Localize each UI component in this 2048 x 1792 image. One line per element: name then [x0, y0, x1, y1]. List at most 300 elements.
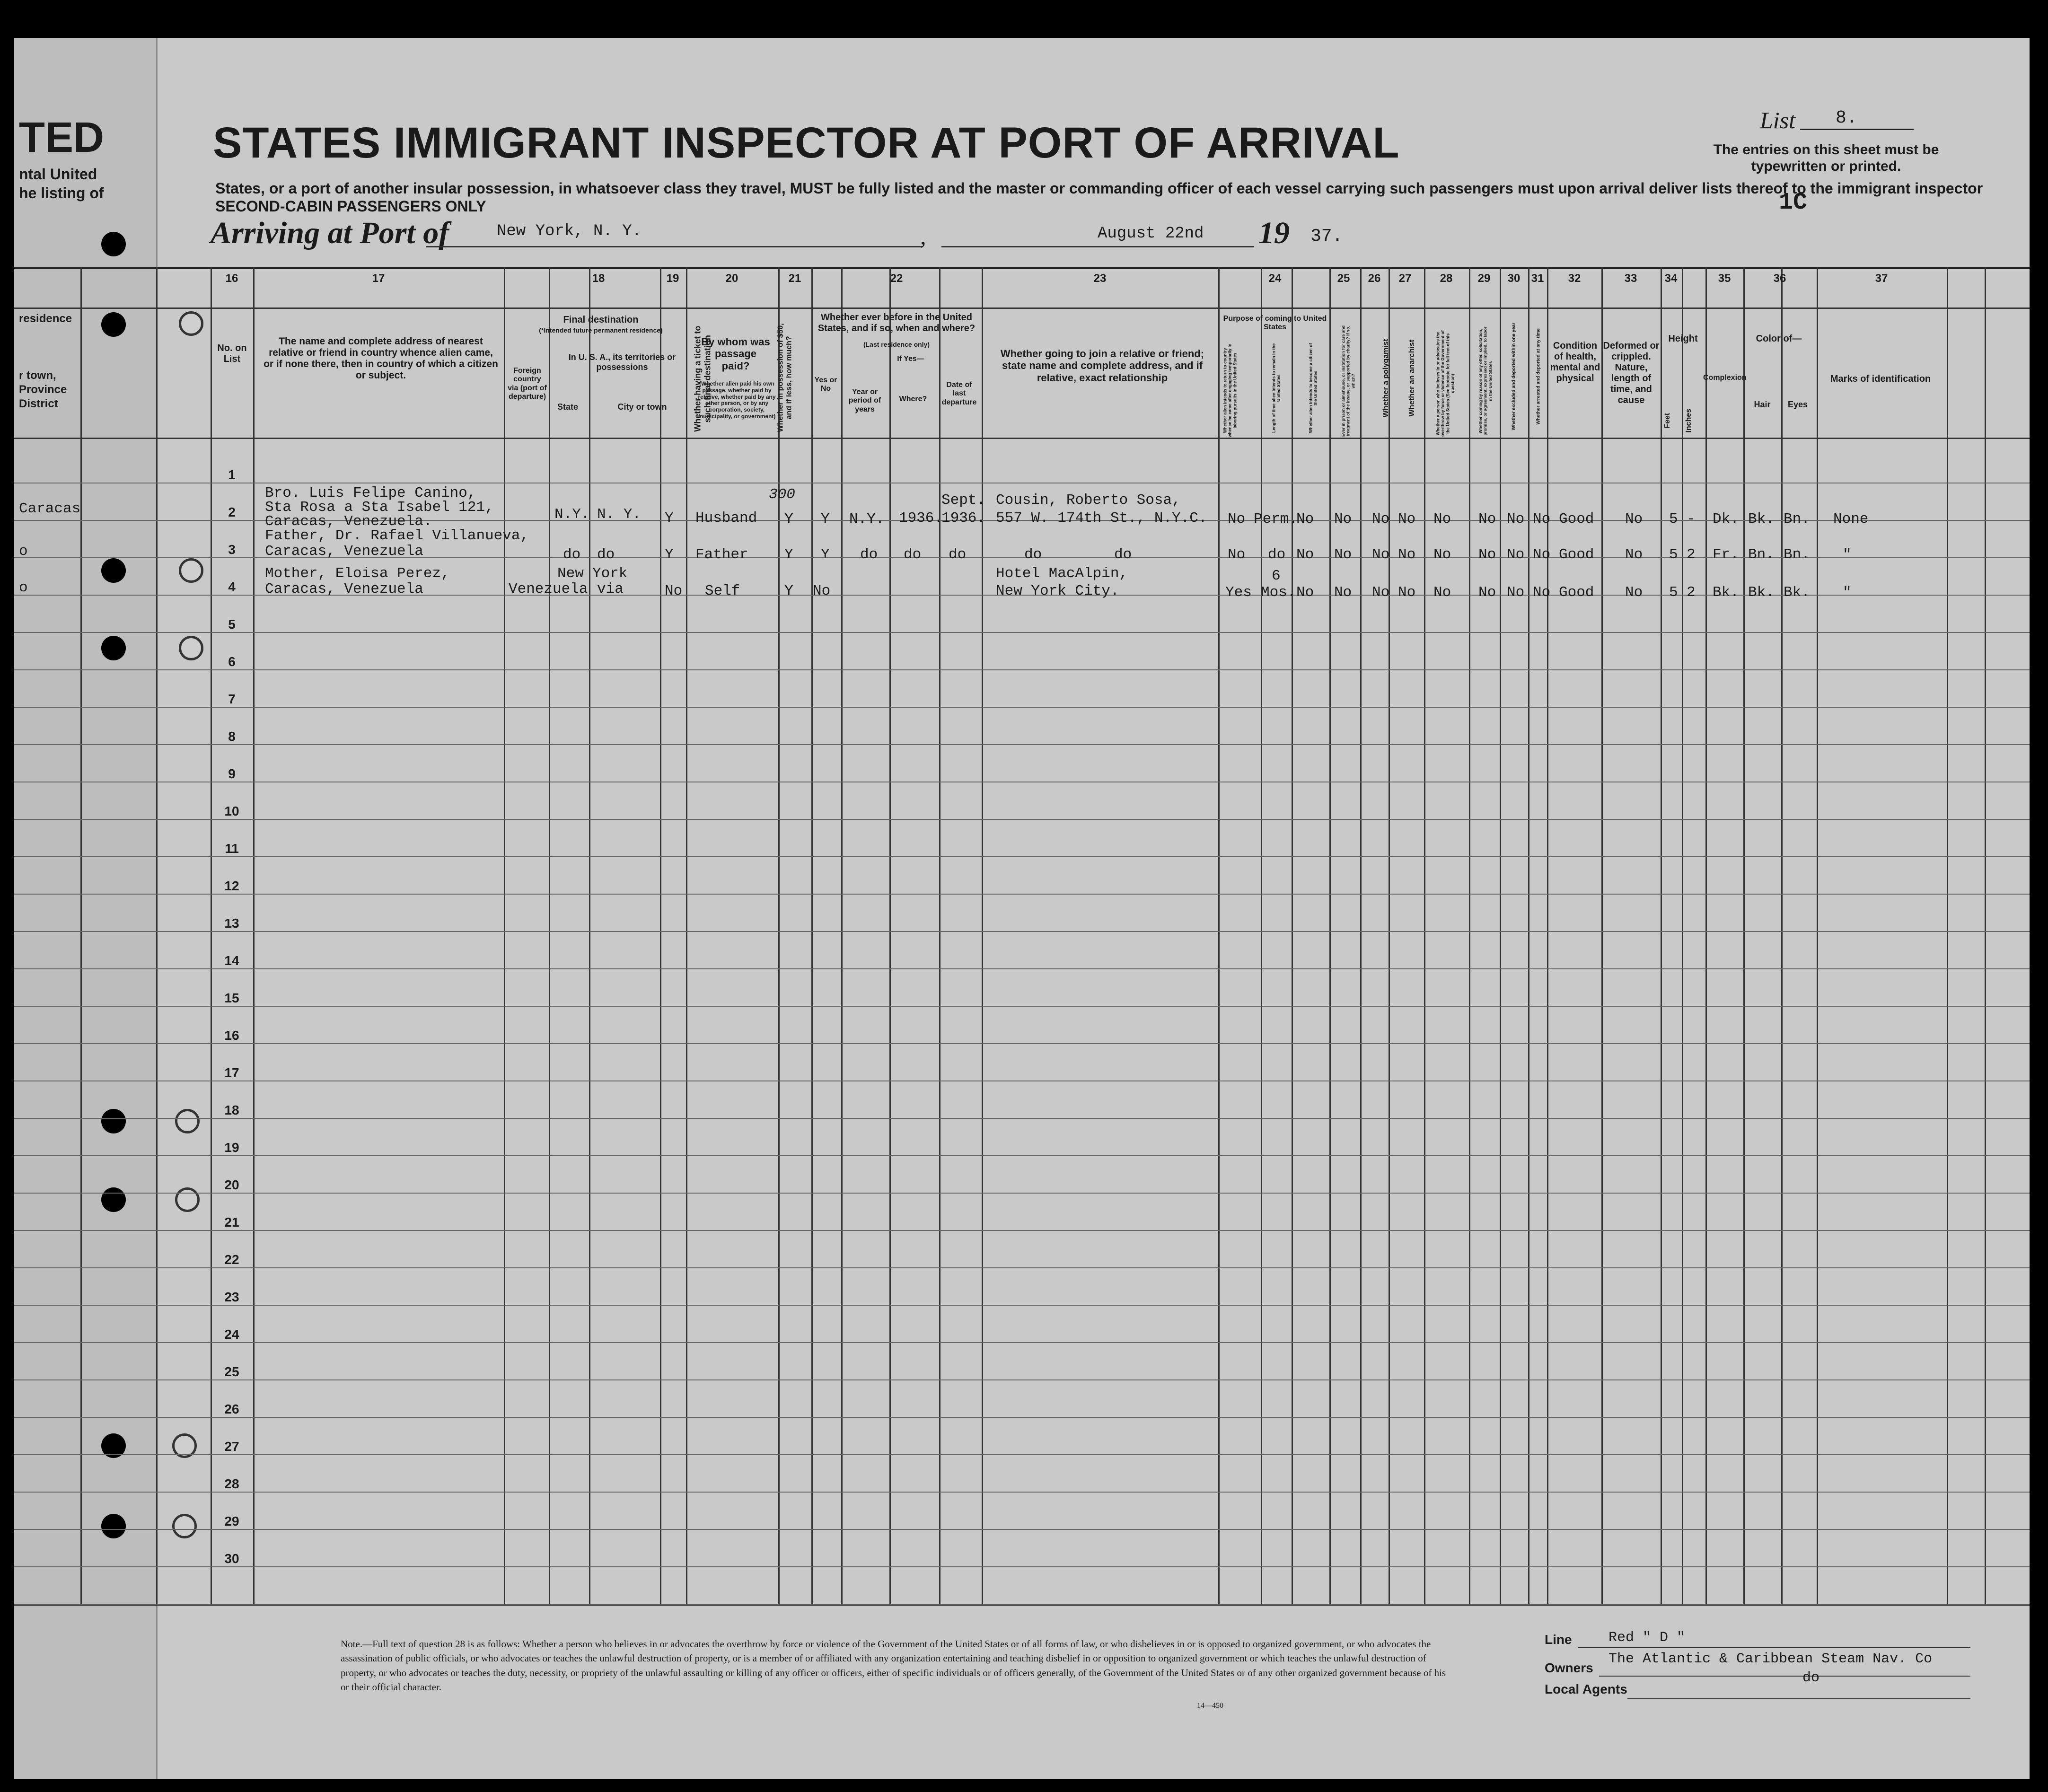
- row2-deformed: No: [1625, 511, 1643, 527]
- header-overthrow: Whether a person who believes in or advocates the overthrow by force or violence of the Government of the United States (See footnote for full text of this question): [1435, 330, 1455, 437]
- row2-relative-line3: Caracas, Venezuela.: [265, 513, 432, 530]
- row-number: 22: [224, 1252, 239, 1267]
- row2-relative-line2: Sta Rosa a Sta Isabel 121,: [265, 499, 494, 516]
- row-line: [14, 632, 2030, 633]
- column-divider: [778, 267, 780, 1604]
- row3-city: do: [597, 546, 615, 563]
- row-number: 7: [228, 692, 236, 706]
- column-divider: [982, 267, 983, 1604]
- column-divider: [549, 267, 550, 1604]
- row-line: [14, 1454, 2030, 1455]
- row-number: 8: [228, 729, 236, 744]
- line-value: Red " D ": [1609, 1630, 1686, 1646]
- header-ticket: Whether having a ticket to such final destination: [693, 325, 712, 432]
- column-number: 25: [1337, 272, 1350, 285]
- left-fragment-o2: o: [19, 580, 28, 596]
- column-divider: [156, 267, 158, 1604]
- row4-join-line2: New York City.: [996, 583, 1119, 599]
- row-number: 16: [224, 1028, 239, 1043]
- row4-complexion: Bk.: [1713, 584, 1739, 601]
- line-underline: [1578, 1647, 1970, 1648]
- left-fragment-line2: he listing of: [19, 184, 104, 202]
- header-intends-citizen: Whether alien intends to become a citizen of the United States: [1308, 343, 1318, 433]
- row-number: 29: [224, 1514, 239, 1528]
- row-number: 10: [224, 804, 239, 818]
- row4-q31: No: [1533, 584, 1551, 601]
- column-divider: [1947, 267, 1948, 1604]
- row3-state: do: [563, 546, 581, 563]
- row4-health: Good: [1559, 584, 1594, 601]
- column-divider: [80, 267, 82, 1604]
- binder-hole: [101, 558, 126, 583]
- binder-hole: [101, 232, 126, 256]
- binder-hole-ring: [179, 311, 203, 336]
- row-line: [14, 744, 2030, 745]
- row4-q30: No: [1507, 584, 1525, 601]
- binder-hole: [101, 1187, 126, 1212]
- header-yes-or-no: Yes or No: [814, 376, 837, 393]
- header-length-of-stay: Length of time alien intends to remain in the United States: [1271, 343, 1281, 433]
- row-number: 1: [228, 467, 236, 482]
- header-state: State: [557, 402, 578, 412]
- column-divider: [841, 267, 843, 1604]
- row2-money-note: 300: [769, 486, 795, 503]
- row3-hair: Bn.: [1748, 546, 1775, 563]
- row4-marks: ": [1843, 584, 1852, 601]
- row-line: [14, 1193, 2030, 1194]
- row4-foreign-country: Venezuela: [509, 581, 588, 597]
- row4-q29: No: [1478, 584, 1496, 601]
- row-line: [14, 856, 2030, 857]
- header-fifty-dollars: Whether in possession of $50, and if less, how much?: [776, 323, 793, 432]
- column-number: 23: [1093, 272, 1107, 285]
- row2-yes-no: Y: [821, 511, 830, 527]
- row-number: 21: [224, 1215, 239, 1230]
- column-number: 36: [1773, 272, 1786, 285]
- owners-value: The Atlantic & Caribbean Steam Nav. Co: [1609, 1651, 1933, 1667]
- left-fragment-district: District: [19, 397, 58, 410]
- footnote: Note.—Full text of question 28 is as follows: Whether a person who believes in or advocates the overthrow by force or violence of the Government of the United States or of all forms of law, or who disbelieves in or is opposed to organized government, or who advocates the assassination of public officials, or who advocates or teaches the unlawful destruction of property, or is a member of or affiliated with any organization entertaining and teaching disbelief in or opposition to organized government or which teaches the unlawful destruction of property, or who advocates or teaches the duty, necessity, or propriety of the unlawful assaulting or killing of any officer or officers, either of specific individuals or of officers generally, of the Government of the United States or of any other organized government because of his or their official character.: [341, 1638, 1446, 1693]
- row4-q25: No: [1334, 584, 1352, 601]
- header-health: Condition of health, mental and physical: [1550, 341, 1600, 384]
- column-divider: [1329, 267, 1331, 1604]
- row-line: [14, 1080, 2030, 1081]
- column-divider: [1661, 267, 1662, 1604]
- row2-feet: 5: [1669, 511, 1678, 527]
- column-number: 16: [225, 272, 238, 285]
- header-row-border: [14, 307, 2030, 309]
- row4-length-line2: Mos.: [1261, 584, 1296, 601]
- row3-q26: No: [1372, 546, 1390, 563]
- row2-q29: No: [1478, 511, 1496, 527]
- header-eyes: Eyes: [1787, 400, 1808, 409]
- row3-relative-line1: Father, Dr. Rafael Villanueva,: [265, 527, 529, 544]
- row-number: 13: [224, 916, 239, 931]
- column-divider: [1547, 267, 1548, 1604]
- header-no-on-list: No. on List: [217, 343, 247, 364]
- column-number: 21: [788, 272, 801, 285]
- binder-hole: [101, 1514, 126, 1538]
- year-prefix: 19: [1258, 216, 1290, 250]
- column-divider: [660, 267, 661, 1604]
- column-divider: [1743, 267, 1745, 1604]
- row-line: [14, 1267, 2030, 1268]
- row-number: 25: [224, 1364, 239, 1379]
- header-marks: Marks of identification: [1830, 374, 1931, 384]
- row-line: [14, 1342, 2030, 1343]
- row3-citizen: No: [1296, 546, 1314, 563]
- row-number: 28: [224, 1476, 239, 1491]
- column-divider: [889, 267, 891, 1604]
- header-year: Year or period of years: [848, 388, 881, 413]
- column-divider: [1292, 267, 1293, 1604]
- binder-hole: [101, 1109, 126, 1133]
- row-line: [14, 931, 2030, 932]
- row4-join-line1: Hotel MacAlpin,: [996, 565, 1128, 582]
- row-number: 30: [224, 1551, 239, 1566]
- list-number: 8.: [1836, 108, 1857, 128]
- header-passage-paid: By whom was passage paid?: [701, 336, 770, 372]
- column-number: 20: [725, 272, 738, 285]
- entries-note: The entries on this sheet must be typewritten or printed.: [1713, 142, 1939, 174]
- column-divider: [1218, 267, 1220, 1604]
- row-line: [14, 1155, 2030, 1156]
- row4-via: via: [597, 581, 624, 597]
- header-deformed: Deformed or crippled. Nature, length of time, and cause: [1603, 341, 1660, 405]
- row-line: [14, 1566, 2030, 1567]
- row4-q26: No: [1372, 584, 1390, 601]
- column-divider: [1424, 267, 1425, 1604]
- header-nearest-relative: The name and complete address of nearest relative or friend in country whence alien came, or if none there, then in country of which a citizen or subject.: [264, 336, 498, 381]
- row2-date-line2: 1936.: [941, 510, 986, 527]
- port-value: New York, N. Y.: [497, 222, 642, 240]
- column-divider: [1360, 267, 1362, 1604]
- row-line: [14, 707, 2030, 708]
- row3-complexion: Fr.: [1713, 546, 1739, 563]
- header-foreign-country: Foreign country via (port of departure): [508, 367, 547, 401]
- row-number: 5: [228, 617, 236, 632]
- row2-q26: No: [1372, 511, 1390, 527]
- column-number: 28: [1440, 272, 1453, 285]
- column-divider: [1261, 267, 1262, 1604]
- header-final-destination-note: (*Intended future permanent residence): [539, 326, 663, 334]
- column-number: 26: [1368, 272, 1381, 285]
- arriving-label: Arriving at Port of: [211, 216, 449, 250]
- line-label: Line: [1545, 1632, 1572, 1647]
- row4-money: Y: [784, 583, 793, 599]
- row3-feet: 5: [1669, 546, 1678, 563]
- column-number: 19: [666, 272, 679, 285]
- row4-city-line1: York: [592, 565, 628, 582]
- row3-date: do: [949, 546, 967, 563]
- header-city: City or town: [617, 402, 667, 412]
- row4-relative-line2: Caracas, Venezuela: [265, 581, 423, 597]
- row3-join-line2: do: [1114, 546, 1132, 563]
- header-purpose: Purpose of coming to United States: [1223, 315, 1327, 332]
- row3-return: No: [1228, 546, 1246, 563]
- row-number: 27: [224, 1439, 239, 1454]
- header-labor-offer: Whether coming by reason of any offer, solicitation, promise, or agreement, expressed or implied, to labor in the United States: [1478, 326, 1493, 436]
- header-passage-paid-note: (Whether alien paid his own passage, whether paid by relative, whether paid by any other person, or by any corporation, society, municipality, or government): [698, 380, 776, 420]
- previous-page-strip: [14, 38, 158, 1779]
- row3-q31: No: [1533, 546, 1551, 563]
- agents-value: do: [1802, 1670, 1820, 1686]
- column-divider: [1682, 267, 1683, 1604]
- column-number: 27: [1398, 272, 1412, 285]
- row3-marks: ": [1843, 546, 1852, 563]
- column-divider: [811, 267, 813, 1604]
- column-number: 22: [890, 272, 903, 285]
- row4-state-line1: New: [557, 565, 584, 582]
- row4-yes-no: No: [813, 583, 831, 599]
- row2-return: No: [1228, 511, 1246, 527]
- row-number: 2: [228, 505, 236, 519]
- row2-length: Perm.: [1254, 511, 1298, 527]
- column-number: 32: [1568, 272, 1581, 285]
- row-line: [14, 1230, 2030, 1231]
- table-top-border: [14, 267, 2030, 269]
- date-underline: [941, 246, 1254, 247]
- column-number: 35: [1718, 272, 1731, 285]
- row4-relative-line1: Mother, Eloisa Perez,: [265, 565, 450, 582]
- row-number: 24: [224, 1327, 239, 1342]
- row-number: 3: [228, 542, 236, 557]
- header-date-last-departure: Date of last departure: [941, 381, 977, 406]
- row2-hair: Bk.: [1748, 511, 1775, 527]
- row2-q30: No: [1507, 511, 1525, 527]
- column-divider: [686, 267, 687, 1604]
- row2-complexion: Dk.: [1713, 511, 1739, 527]
- header-hair: Hair: [1754, 400, 1771, 409]
- row-line: [14, 1118, 2030, 1119]
- row2-citizen: No: [1296, 511, 1314, 527]
- column-number: 31: [1531, 272, 1544, 285]
- row-number: 11: [225, 841, 239, 856]
- row-line: [14, 819, 2030, 820]
- column-divider: [1985, 267, 1986, 1604]
- column-divider: [1389, 267, 1390, 1604]
- row3-inches: 2: [1687, 546, 1696, 563]
- manifest-sheet: [14, 38, 2030, 1779]
- header-inches: Inches: [1684, 408, 1693, 433]
- row-number: 18: [224, 1103, 239, 1117]
- column-number: 37: [1875, 272, 1888, 285]
- row-number: 23: [224, 1290, 239, 1304]
- column-divider: [1817, 267, 1818, 1604]
- row2-relative-line1: Bro. Luis Felipe Canino,: [265, 485, 476, 501]
- binder-hole-ring: [175, 1109, 200, 1133]
- header-anarchist: Whether an anarchist: [1407, 339, 1416, 417]
- row3-paid-by: Father: [695, 546, 748, 563]
- row2-inches: -: [1687, 511, 1696, 527]
- year-suffix: 37.: [1310, 226, 1343, 246]
- list-label: List: [1760, 107, 1796, 133]
- form-code: 14—450: [1197, 1702, 1223, 1710]
- row4-eyes: Bk.: [1784, 584, 1810, 601]
- header-ever-in-us-note: (Last residence only): [863, 341, 930, 348]
- column-divider: [1781, 267, 1783, 1604]
- agents-label: Local Agents: [1545, 1682, 1627, 1696]
- class-note: SECOND-CABIN PASSENGERS ONLY: [215, 198, 486, 215]
- row3-money: Y: [784, 546, 793, 563]
- left-fragment-province: Province: [19, 383, 67, 396]
- row2-paid-by: Husband: [695, 510, 757, 527]
- header-in-usa: In U. S. A., its territories or possessions: [568, 352, 676, 372]
- header-ever-in-us: Whether ever before in the United States, and if so, when and where?: [817, 312, 976, 334]
- binder-hole-ring: [172, 1514, 197, 1538]
- row3-deformed: No: [1625, 546, 1643, 563]
- port-underline: [426, 246, 923, 247]
- left-fragment-residence: residence: [19, 312, 72, 325]
- row4-ticket: No: [665, 583, 683, 599]
- header-complexion: Complexion: [1703, 374, 1747, 382]
- row-line: [14, 894, 2030, 895]
- row-line: [14, 1043, 2030, 1044]
- row3-eyes: Bn.: [1784, 546, 1810, 563]
- left-fragment-line1: ntal United: [19, 166, 97, 183]
- row3-health: Good: [1559, 546, 1594, 563]
- header-join-relative: Whether going to join a relative or friend; state name and complete address, and if relative, exact relationship: [1000, 348, 1204, 384]
- row-line: [14, 1492, 2030, 1493]
- row4-q27: No: [1398, 584, 1416, 601]
- row-number: 9: [228, 766, 236, 781]
- row-number: 17: [224, 1065, 239, 1080]
- agents-underline: [1627, 1698, 1970, 1699]
- row-line: [14, 1417, 2030, 1418]
- column-divider: [1601, 267, 1603, 1604]
- row-number: 4: [228, 580, 236, 594]
- row4-citizen: No: [1296, 584, 1314, 601]
- column-divider: [939, 267, 940, 1604]
- row3-join-line1: do: [1024, 546, 1042, 563]
- page-title: STATES IMMIGRANT INSPECTOR AT PORT OF ARRIVAL: [213, 119, 1400, 167]
- row3-yes-no: Y: [821, 546, 830, 563]
- header-feet: Feet: [1663, 413, 1671, 429]
- binder-hole: [101, 636, 126, 660]
- column-divider: [1705, 267, 1707, 1604]
- column-divider: [253, 267, 255, 1604]
- row4-feet: 5: [1669, 584, 1678, 601]
- row4-q28: No: [1433, 584, 1451, 601]
- header-prison: Ever in prison or almshouse, or institution for care and treatment of the insane, or supported by charity? If so, which?: [1341, 325, 1356, 437]
- row2-join-line2: 557 W. 174th St., N.Y.C.: [996, 510, 1207, 527]
- row3-year: do: [904, 546, 922, 563]
- row3-relative-line2: Caracas, Venezuela: [265, 543, 423, 560]
- row-line: [14, 1006, 2030, 1007]
- row2-ticket: Y: [665, 510, 674, 527]
- binder-hole-ring: [179, 636, 203, 660]
- row3-q29: No: [1478, 546, 1496, 563]
- row2-q28: No: [1433, 511, 1451, 527]
- row2-where: N.Y.: [849, 511, 885, 527]
- row2-health: Good: [1559, 511, 1594, 527]
- row3-length: do: [1268, 546, 1286, 563]
- row2-city: N. Y.: [597, 506, 642, 523]
- row3-q30: No: [1507, 546, 1525, 563]
- binder-hole-ring: [179, 558, 203, 583]
- row2-year: 1936.: [899, 510, 943, 527]
- header-if-yes: If Yes—: [897, 355, 924, 363]
- row3-where: do: [860, 546, 878, 563]
- row2-eyes: Bn.: [1784, 511, 1810, 527]
- column-divider: [1500, 267, 1501, 1604]
- row2-date-line1: Sept.: [941, 492, 986, 509]
- row-line: [14, 1305, 2030, 1306]
- row3-q25: No: [1334, 546, 1352, 563]
- row-line: [14, 1529, 2030, 1530]
- row2-q31: No: [1533, 511, 1551, 527]
- column-divider: [1528, 267, 1529, 1604]
- row4-paid-by: Self: [705, 583, 740, 599]
- header-bottom-border: [14, 438, 2030, 439]
- sheet-code: 1C: [1779, 189, 1808, 216]
- row-number: 15: [224, 991, 239, 1005]
- row-line: [14, 1379, 2030, 1380]
- row-number: 26: [224, 1402, 239, 1416]
- owners-underline: [1599, 1676, 1970, 1677]
- header-height: Height: [1668, 334, 1698, 344]
- row2-marks: None: [1833, 511, 1869, 527]
- row-number: 19: [224, 1140, 239, 1155]
- list-underline: [1800, 129, 1914, 130]
- header-arrested: Whether arrested and deported at any time: [1536, 328, 1541, 425]
- row2-q25: No: [1334, 511, 1352, 527]
- column-divider: [589, 267, 590, 1604]
- row4-hair: Bk.: [1748, 584, 1775, 601]
- row2-state: N.Y.: [554, 506, 590, 523]
- row2-join-line1: Cousin, Roberto Sosa,: [996, 492, 1181, 509]
- column-number: 17: [372, 272, 385, 285]
- header-polygamist: Whether a polygamist: [1381, 339, 1390, 418]
- row2-q27: No: [1398, 511, 1416, 527]
- left-page-title-fragment: TED: [19, 114, 104, 161]
- column-number: 33: [1624, 272, 1637, 285]
- column-divider: [504, 267, 505, 1604]
- header-intends-return: Whether alien intends to return to country whence he came after engaging temporarily in laboring pursuits in the United States: [1222, 343, 1238, 438]
- row-line: [14, 1604, 2030, 1605]
- header-final-destination: Final destination: [563, 315, 639, 325]
- row4-deformed: No: [1625, 584, 1643, 601]
- header-color: Color of—: [1756, 334, 1802, 344]
- left-fragment-town: r town,: [19, 369, 56, 382]
- page-subtitle: States, or a port of another insular possession, in whatsoever class they travel, MUST be fully listed and the master or commanding officer of each vessel carrying such passengers must upon arrival deliver lists thereof to the immigrant inspector: [215, 180, 1983, 197]
- left-fragment-o1: o: [19, 543, 28, 560]
- header-where: Where?: [899, 395, 927, 403]
- row-line: [14, 669, 2030, 670]
- row4-length-line1: 6: [1272, 568, 1281, 584]
- row4-return: Yes: [1225, 584, 1252, 601]
- row-number: 20: [224, 1177, 239, 1192]
- binder-hole-ring: [175, 1187, 200, 1212]
- binder-hole: [101, 312, 126, 337]
- owners-label: Owners: [1545, 1660, 1593, 1675]
- left-fragment-caracas: Caracas: [19, 501, 81, 517]
- column-number: 24: [1268, 272, 1282, 285]
- arrival-date: August 22nd: [1098, 225, 1204, 243]
- column-number: 34: [1664, 272, 1678, 285]
- column-number: 29: [1477, 272, 1491, 285]
- row-number: 6: [228, 654, 236, 669]
- header-excluded: Whether excluded and deported within one year: [1511, 322, 1517, 430]
- row3-q27: No: [1398, 546, 1416, 563]
- column-number: 30: [1507, 272, 1521, 285]
- column-divider: [1469, 267, 1470, 1604]
- comma: ,: [920, 223, 926, 249]
- row-number: 14: [224, 953, 239, 968]
- row3-q28: No: [1433, 546, 1451, 563]
- row4-inches: 2: [1687, 584, 1696, 601]
- column-number: 18: [592, 272, 605, 285]
